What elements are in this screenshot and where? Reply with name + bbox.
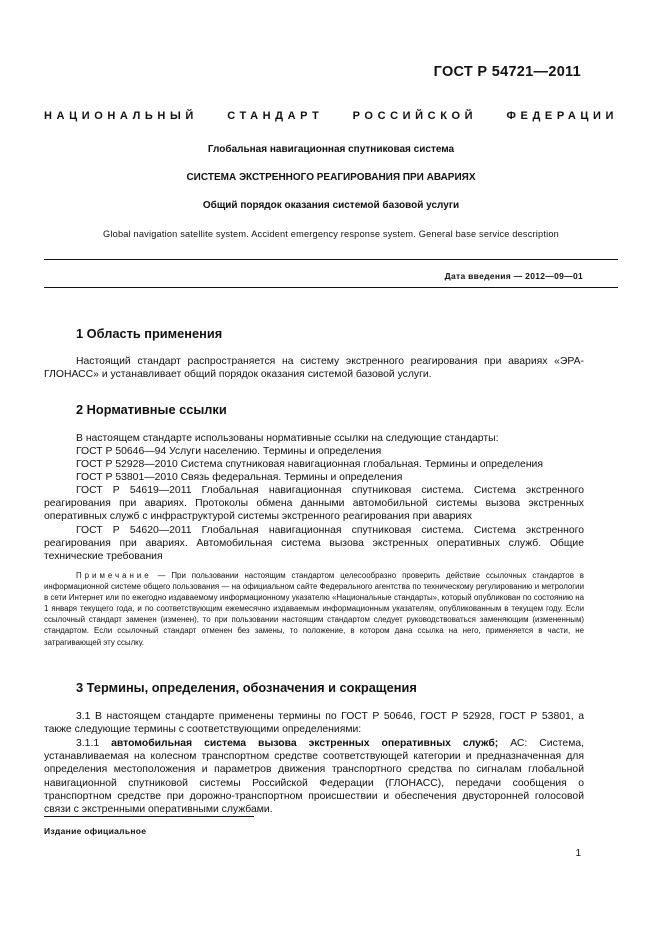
section-2-heading: 2 Нормативные ссылки: [76, 402, 227, 417]
national-standard-banner: [44, 110, 618, 122]
section-2-intro: В настоящем стандарте использованы нормативные ссылки на следующие стандарты:: [76, 433, 499, 444]
system-title: Глобальная навигационная спутниковая система: [207, 144, 455, 155]
document-id: ГОСТ Р 54721—2011: [433, 64, 581, 80]
reference-item: ГОСТ Р 54620—2011 Глобальная навигационная спутниковая система. Система экстренного реагирования при авариях. Автомобильная система вызова экстренных оперативных служб. Общие технические требования: [44, 525, 584, 563]
english-title: Global navigation satellite system. Accident emergency response system. General base service description: [103, 229, 559, 239]
banner-word: РОССИЙСКОЙ: [352, 110, 478, 122]
edition-label: Издание официальное: [44, 826, 147, 836]
title-divider: [44, 259, 618, 260]
banner-word: ФЕДЕРАЦИИ: [506, 110, 619, 122]
banner-word: СТАНДАРТ: [227, 110, 324, 122]
section-1-heading: 1 Область применения: [76, 326, 223, 341]
subtitle: Общий порядок оказания системой базовой услуги: [202, 200, 460, 211]
reference-item: ГОСТ Р 50646—94 Услуги населению. Термины и определения: [76, 446, 382, 457]
reference-item: ГОСТ Р 54619—2011 Глобальная навигационная спутниковая система. Система экстренного реагирования при авариях. Протоколы обмена данными автомобильной системы вызова экстренных оперативных служб с инфраструктурой системы экстренного реагирования при авариях: [44, 485, 584, 523]
section-3-1-text: 3.1 В настоящем стандарте применены термины по ГОСТ Р 50646, ГОСТ Р 52928, ГОСТ Р 53801, а также следующие термины с соответствующими определениями:: [44, 711, 584, 736]
section-3-heading: 3 Термины, определения, обозначения и сокращения: [76, 680, 417, 695]
footer-divider: [44, 816, 254, 817]
introduction-date: Дата введения — 2012—09—01: [444, 271, 583, 281]
section-1-text: Настоящий стандарт распространяется на систему экстренного реагирования при авариях «ЭРА-ГЛОНАСС» и устанавливает общий порядок оказания системой базовой услуги.: [44, 356, 584, 381]
page-number: 1: [575, 848, 581, 859]
banner-word: НАЦИОНАЛЬНЫЙ: [44, 110, 198, 122]
section-3-1-1-text: 3.1.1 автомобильная система вызова экстренных оперативных служб; АС: Система, устанавливаемая на колесном транспортном средстве соответствующей категории и предназначенная для определения местоположения и параметров движения транспортного средства по сигналам глобальной навигационной спутниковой системы Российской Федерации (ГЛОНАСС), передачи сообщения о транспортном средстве при дорожно-транспортном происшествии и обеспечения двусторонней голосовой связи с экстренными оперативными службами.: [44, 738, 585, 816]
main-title: СИСТЕМА ЭКСТРЕННОГО РЕАГИРОВАНИЯ ПРИ АВАРИЯХ: [186, 172, 476, 183]
reference-item: ГОСТ Р 53801—2010 Связь федеральная. Термины и определения: [76, 472, 403, 483]
note-label: Примечание: [76, 571, 152, 580]
term-definition: автомобильная система вызова экстренных оперативных служб;: [111, 738, 499, 749]
reference-note: Примечание — При пользовании настоящим стандартом целесообразно проверить действие ссылочных стандартов в информационной системе общего пользования — на официальном сайте Федерального агентства по техническому регулированию и метрологии в сети Интернет или по ежегодно издаваемому информационному указателю «Национальные стандарты», который опубликован по состоянию на 1 января текущего года, и по соответствующим ежемесячно издаваемым информационным указателям, опубликованным в текущем году. Если ссылочный стандарт заменен (изменен), то при пользовании настоящим стандартом следует руководствоваться заменяющим (измененным) стандартом. Если ссылочный стандарт отменен без замены, то положение, в котором дана ссылка на него, применяется в части, не затрагивающей эту ссылку.: [44, 571, 584, 647]
date-divider: [44, 287, 618, 288]
reference-item: ГОСТ Р 52928—2010 Система спутниковая навигационная глобальная. Термины и определения: [76, 459, 543, 470]
